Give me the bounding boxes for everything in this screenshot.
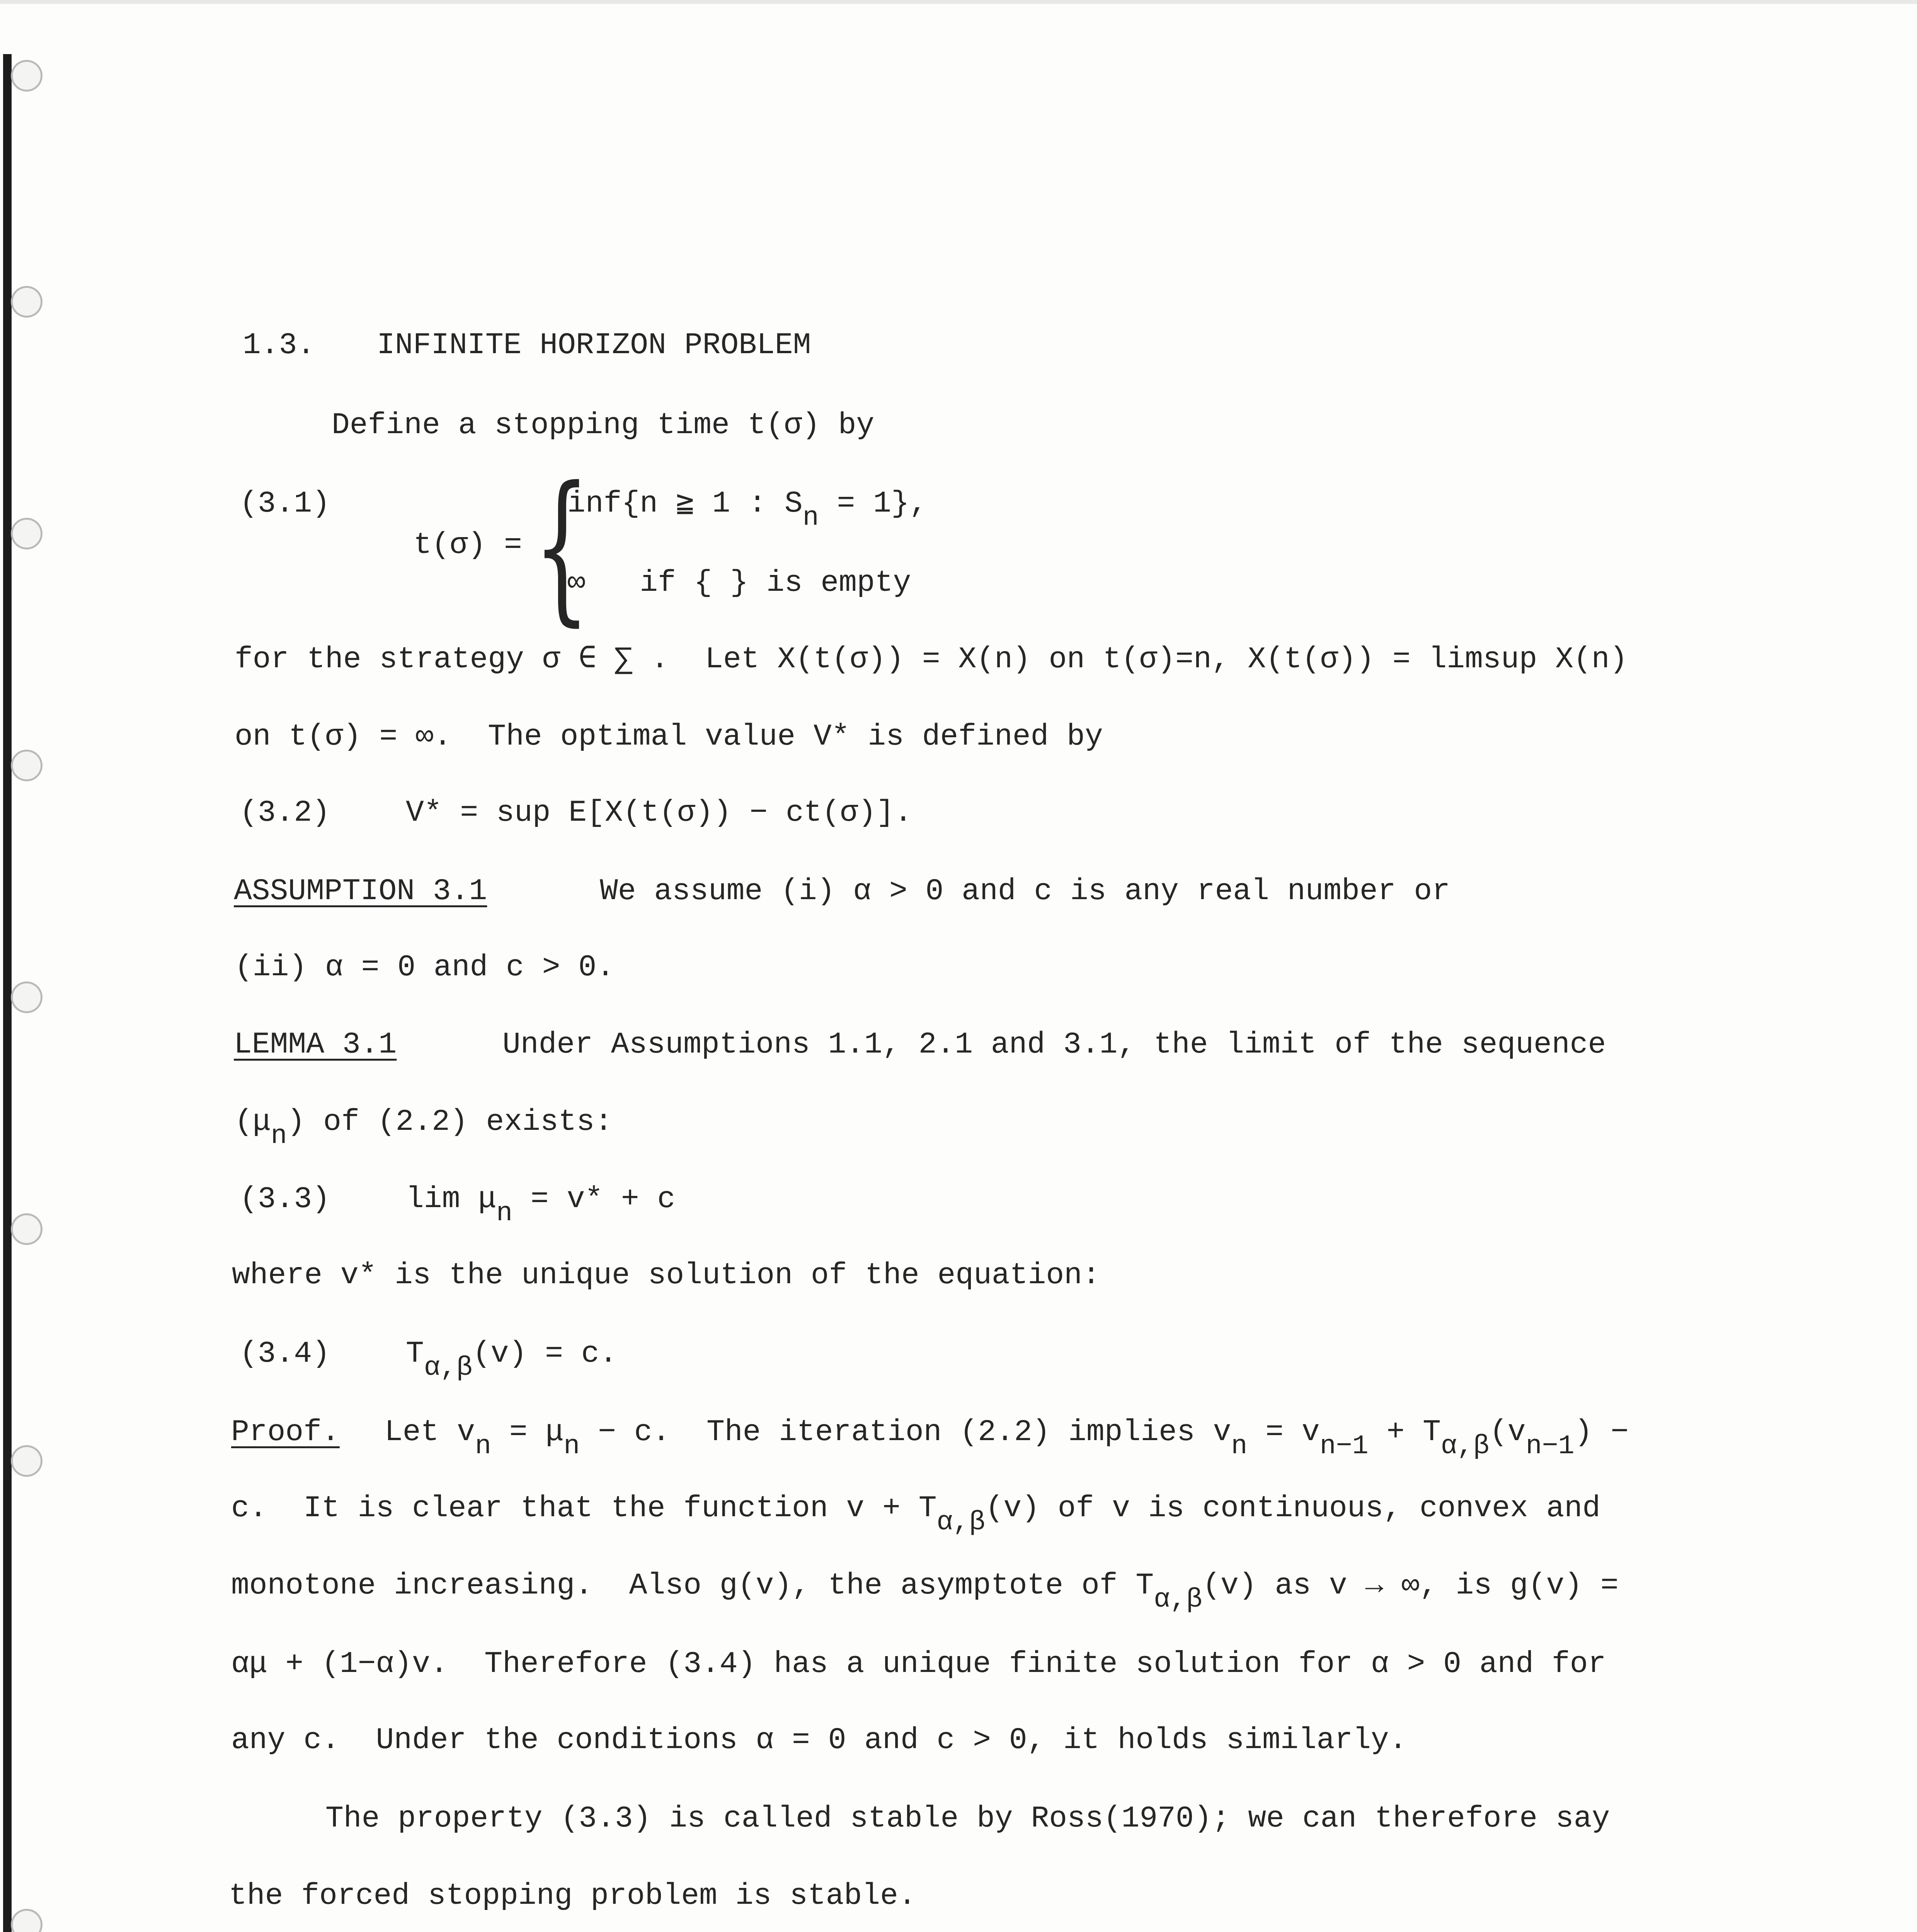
eq-label: (3.1) [240, 487, 330, 521]
section-number: 1.3. [243, 328, 315, 362]
proof-line: any c. Under the conditions α = 0 and c > 0, it holds similarly. [231, 1723, 1407, 1757]
proof-label: Proof. [231, 1415, 340, 1449]
punch-hole [11, 1445, 43, 1477]
eq34-expression: Tα,β(v) = c. [406, 1337, 618, 1383]
eq-label: (3.2) [240, 796, 330, 830]
lemma-label: LEMMA 3.1 [234, 1028, 397, 1062]
assumption-text: We assume (i) α > 0 and c is any real number or [600, 874, 1450, 908]
text-line: for the strategy σ ∈ ∑ . Let X(t(σ)) = X(n) on t(σ)=n, X(t(σ)) = limsup X(n) [235, 643, 1628, 677]
proof-line: monotone increasing. Also g(v), the asymptote of Tα,β(v) as v → ∞, is g(v) = [231, 1569, 1619, 1615]
punch-hole [11, 1909, 43, 1932]
eq-label: (3.3) [240, 1182, 330, 1216]
text-line: The property (3.3) is called stable by Ross(1970); we can therefore say [325, 1802, 1610, 1836]
punch-hole [11, 286, 43, 318]
lemma-text: Under Assumptions 1.1, 2.1 and 3.1, the limit of the sequence [502, 1028, 1606, 1062]
intro-text: Define a stopping time t(σ) by [332, 408, 875, 442]
text-line: on t(σ) = ∞. The optimal value V* is defined by [235, 720, 1103, 754]
text-line: where v* is the unique solution of the equation: [232, 1259, 1100, 1293]
punch-hole [11, 518, 43, 549]
punch-hole [11, 60, 43, 92]
page-top-edge [0, 0, 1917, 4]
eq-label: (3.4) [240, 1337, 330, 1371]
proof-line: c. It is clear that the function v + Tα,β(v) of v is continuous, convex and [231, 1492, 1600, 1538]
eq31-case1: inf{n ≧ 1 : Sn = 1}, [567, 487, 928, 533]
case-brace: { [533, 452, 590, 641]
text-line: the forced stopping problem is stable. [229, 1879, 916, 1913]
proof-line: Let vn = μn − c. The iteration (2.2) implies vn = vn−1 + Tα,β(vn−1) − [385, 1415, 1629, 1462]
assumption-label: ASSUMPTION 3.1 [234, 874, 487, 908]
section-title: INFINITE HORIZON PROBLEM [377, 328, 811, 362]
punch-hole [11, 1213, 43, 1245]
eq31-case2: ∞ if { } is empty [567, 566, 911, 600]
punch-hole [11, 981, 43, 1013]
lemma-text-cont: (μn) of (2.2) exists: [235, 1105, 613, 1151]
assumption-text-cont: (ii) α = 0 and c > 0. [235, 951, 615, 985]
eq33-expression: lim μn = v* + c [406, 1182, 676, 1229]
punch-hole [11, 750, 43, 781]
eq32-expression: V* = sup E[X(t(σ)) − ct(σ)]. [406, 796, 913, 830]
binding-strip [3, 54, 12, 1932]
proof-line: αμ + (1−α)v. Therefore (3.4) has a unique finite solution for α > 0 and for [231, 1647, 1606, 1681]
eq31-lhs: t(σ) = [414, 528, 522, 562]
